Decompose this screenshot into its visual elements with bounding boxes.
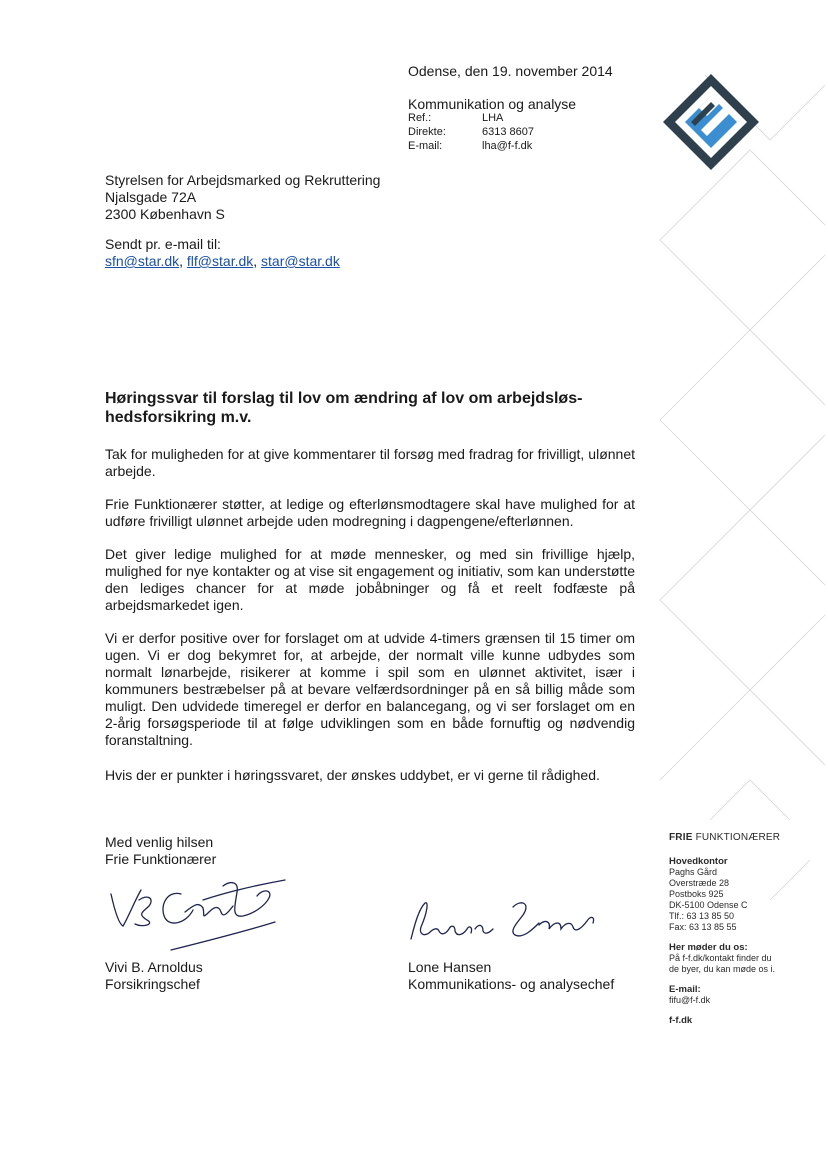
meet-line: de byer, du kan møde os i.: [669, 964, 776, 974]
letter-date: Odense, den 19. november 2014: [408, 63, 613, 79]
letter-subject: Høringssvar til forslag til lov om ændring af lov om arbejdsløs-hedsforsikring m.v.: [105, 390, 583, 426]
ref-row: [408, 112, 504, 124]
email-heading: E-mail:: [669, 984, 701, 995]
office-fax: Fax: 63 13 85 55: [669, 922, 737, 932]
recipient-name: Styrelsen for Arbejdsmarked og Rekruttering: [105, 172, 381, 188]
body-paragraph-3: Det giver ledige mulighed for at møde mennesker, og med sin frivillige hjælp, mulighed for nye kontakter og at vise sit engagement og initiativ, som kan understøtte den lediges chancer for at møde jobåbninger og få et reelt fodfæste på arbejdsmarkedet igen.: [105, 546, 635, 613]
signatory-2-title: Kommunikations- og analysechef: [408, 976, 615, 992]
body-paragraph-4: Vi er derfor positive over for forslaget om at udvide 4-timers grænsen til 15 timer om ugen. Vi er dog bekymret for, at arbejde, der normalt ville kunne udbydes som normalt lønarbejde, risikerer at komme i spil som en ulønnet aktivitet, især i kommuners bestræbelser på at bevare velfærdsordninger på en så billig måde som muligt. Den udvidede timeregel er derfor en balancegang, og vi ser forslaget om en 2-årig forsøgsperiode til at følge udviklingen som en både fornuftig og nødvendig foranstaltning.: [105, 630, 635, 748]
brand-rest: FUNKTIONÆRER: [695, 832, 781, 843]
closing-greeting: Med venlig hilsen: [105, 834, 214, 850]
frie-funktionaerer-logo: [661, 72, 761, 172]
office-heading: Hovedkontor: [669, 856, 728, 867]
office-phone: Tlf.: 63 13 85 50: [669, 911, 735, 921]
email-label: E-mail:: [408, 140, 443, 152]
meet-heading: Her møder du os:: [669, 942, 748, 953]
office-line: Overstræde 28: [669, 878, 730, 888]
office-line: Paghs Gård: [669, 867, 718, 877]
signature-vivi-arnoldus: [103, 872, 293, 957]
signatory-2: [408, 959, 614, 993]
email-link-flf[interactable]: flf@star.dk: [186, 253, 254, 269]
email-link-star[interactable]: star@star.dk: [261, 253, 340, 269]
recipient-address: [105, 172, 380, 223]
sender-email: lha@f-f.dk: [482, 140, 533, 152]
recipient-city: 2300 København S: [105, 206, 225, 222]
closing-organization: Frie Funktionærer: [105, 851, 217, 867]
sidebar-brand: [669, 832, 819, 844]
office-line: DK-5100 Odense C: [669, 900, 748, 910]
email-links: sfn@star.dk, flf@star.dk, star@star.dk: [105, 253, 340, 269]
signatory-1: [105, 959, 203, 993]
website: f-f.dk: [669, 1015, 693, 1026]
body-paragraph-5: Hvis der er punkter i høringssvaret, der ønskes uddybet, er vi gerne til rådighed.: [105, 767, 600, 783]
direct-row: [408, 126, 534, 138]
signature-lone-hansen: [405, 893, 605, 948]
contact-sidebar: [669, 832, 819, 1026]
office-line: Postboks 925: [669, 889, 724, 899]
direct-phone: 6313 8607: [482, 126, 534, 138]
email-row: [408, 140, 533, 152]
body-paragraph-2: Frie Funktionærer støtter, at ledige og efterlønsmodtagere skal have mulighed for at udføre frivilligt ulønnet arbejde uden modregning i dagpengene/efterlønnen.: [105, 496, 635, 529]
meet-line: På f-f.dk/kontakt finder du: [669, 953, 772, 963]
sent-by-email: [105, 236, 340, 270]
ref-label: Ref.:: [408, 112, 432, 124]
email-link-sfn[interactable]: sfn@star.dk: [105, 253, 180, 269]
signatory-1-name: Vivi B. Arnoldus: [105, 959, 203, 975]
sent-label: Sendt pr. e-mail til:: [105, 236, 221, 252]
decorative-lattice: [650, 60, 825, 940]
signatory-1-title: Forsikringschef: [105, 976, 200, 992]
brand-bold: FRIE: [669, 832, 693, 843]
recipient-street: Njalsgade 72A: [105, 189, 197, 205]
sidebar-email: fifu@f-f.dk: [669, 995, 711, 1005]
ref-value: LHA: [482, 112, 504, 124]
body-paragraph-1: Tak for muligheden for at give kommentarer til forsøg med fradrag for frivilligt, ulønnet arbejde.: [105, 446, 635, 479]
signatory-2-name: Lone Hansen: [408, 959, 492, 975]
department-name: Kommunikation og analyse: [408, 96, 577, 112]
direct-label: Direkte:: [408, 126, 446, 138]
closing: [105, 834, 216, 868]
